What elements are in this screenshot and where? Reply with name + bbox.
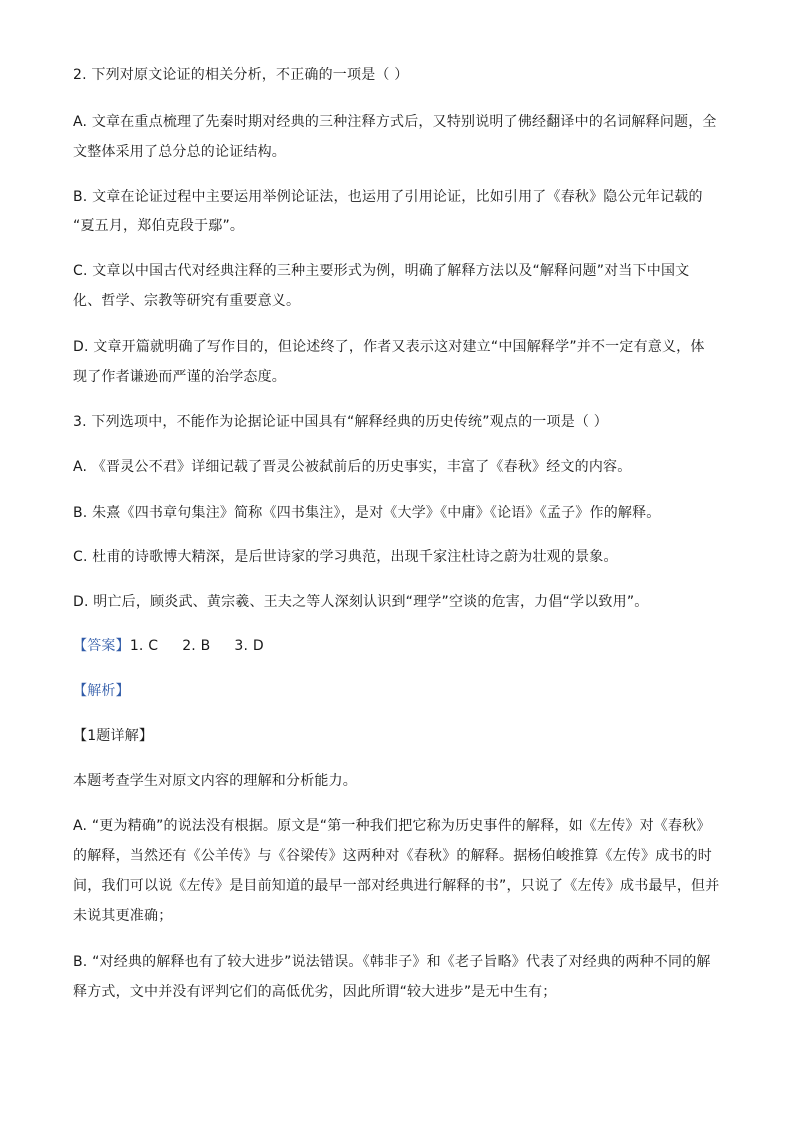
detail-1-b-line-2: 释方式，文中并没有评判它们的高低优劣，因此所谓“较大进步”是无中生有； [73,984,557,1000]
q3-option-b: B. 朱熹《四书章句集注》简称《四书集注》，是对《大学》《中庸》《论语》《孟子》作的解释。 [73,505,661,521]
answer-item-2: 2. B [182,638,211,654]
answer-item-1: 1. C [129,638,159,654]
q2-option-b-line-1: B. 文章在论证过程中主要运用举例论证法，也运用了引用论证，比如引用了《春秋》隐公元年记载的 [73,189,703,205]
detail-1-a-line-2: 的解释，当然还有《公羊传》与《谷梁传》这两种对《春秋》的解释。据杨伯峻推算《左传》成书的时 [73,848,712,864]
q2-option-a-line-1: A. 文章在重点梳理了先秦时期对经典的三种注释方式后，又特别说明了佛经翻译中的名词解释问题，全 [73,114,717,130]
q2-option-a-line-2: 文整体采用了总分总的论证结构。 [73,144,286,160]
detail-1-a-line-1: A. “更为精确”的说法没有根据。原文是“第一种我们把它称为历史事件的解释，如《左传》对《春秋》 [73,818,711,834]
q2-option-d-line-1: D. 文章开篇就明确了写作目的，但论述终了，作者又表示这对建立“中国解释学”并不一定有意义，体 [73,339,705,355]
q2-option-d-line-2: 现了作者谦逊而严谨的治学态度。 [73,369,286,385]
analysis-label: 【解析】 [73,683,130,699]
detail-1-a-line-3: 间，我们可以说《左传》是目前知道的最早一部对经典进行解释的书”，只说了《左传》成书最早，但并 [73,878,720,894]
detail-1-label: 【1题详解】 [73,728,154,744]
q3-option-c: C. 杜甫的诗歌博大精深，是后世诗家的学习典范，出现千家注杜诗之蔚为壮观的景象。 [73,549,618,565]
answer-label: 【答案】 [73,638,130,654]
q3-option-a: A. 《晋灵公不君》详细记载了晋灵公被弑前后的历史事实，丰富了《春秋》经文的内容。 [73,459,632,475]
detail-1-a-line-4: 未说其更准确； [73,908,173,924]
detail-1-b-line-1: B. “对经典的解释也有了较大进步”说法错误。《韩非子》和《老子旨略》代表了对经典的两种不同的解 [73,954,711,970]
answer-row [73,635,723,657]
detail-1-intro: 本题考查学生对原文内容的理解和分析能力。 [73,773,357,789]
answer-item-3: 3. D [234,638,264,654]
q2-option-c-line-1: C. 文章以中国古代对经典注释的三种主要形式为例，明确了解释方法以及“解释问题”对当下中国文 [73,263,690,279]
q3-option-d: D. 明亡后，顾炎武、黄宗羲、王夫之等人深刻认识到“理学”空谈的危害，力倡“学以致用”。 [73,594,649,610]
q2-option-b-line-2: “夏五月，郑伯克段于鄢”。 [73,218,245,234]
q2-option-c-line-2: 化、哲学、宗教等研究有重要意义。 [73,293,301,309]
question-2-stem: 2. 下列对原文论证的相关分析，不正确的一项是（ ） [73,67,409,83]
question-3-stem: 3. 下列选项中，不能作为论据论证中国具有“解释经典的历史传统”观点的一项是（ ） [73,414,608,430]
